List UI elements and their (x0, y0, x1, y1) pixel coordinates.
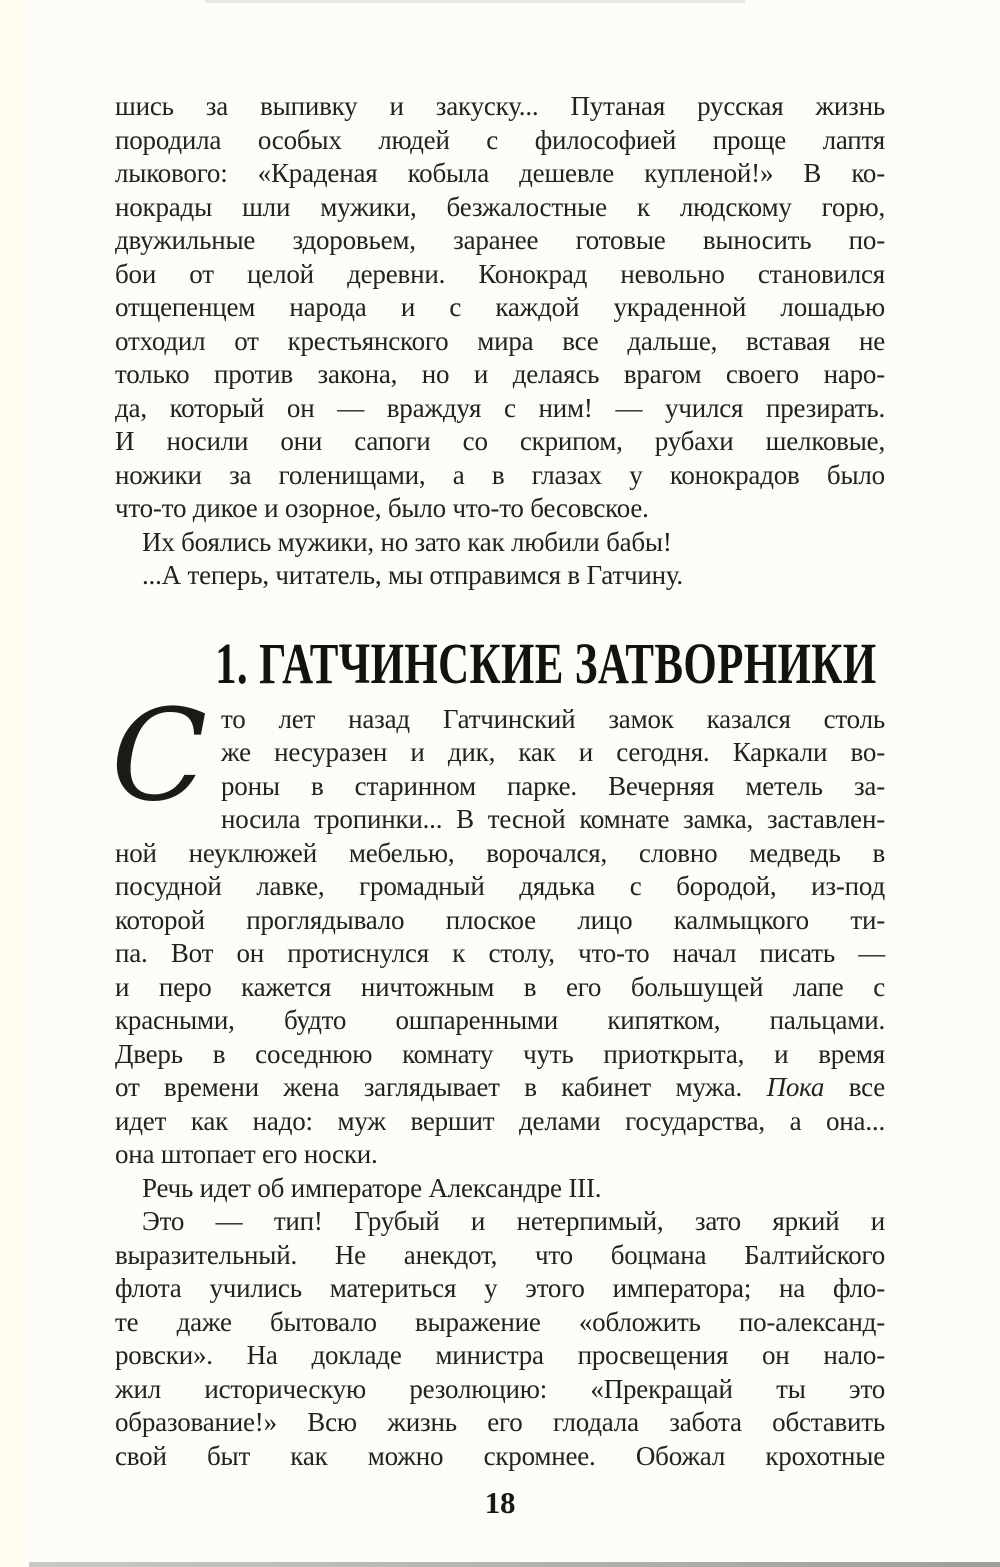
paragraph (115, 559, 885, 593)
text-line: от времени жена заглядывает в кабинет мужа. Пока все (115, 1072, 885, 1102)
text-line: ной неуклюжей мебелью, ворочался, словно медведь в (115, 837, 885, 868)
text-line: па. Вот он протиснулся к столу, что-то начал писать — (115, 938, 885, 968)
text-line: жил историческую резолюцию: «Прекращай ты это (115, 1373, 885, 1404)
text-line: роны в старинном парке. Вечерняя метель за- (221, 770, 885, 801)
text-line: что-то дикое и озорное, было что-то бесовское. (115, 493, 649, 523)
paragraph (115, 1205, 885, 1473)
text-line: свой быт как можно скромнее. Обожал крохотные (115, 1440, 885, 1471)
drop-cap: С (111, 681, 208, 829)
text-line: Речь идет об императоре Александре III. (142, 1172, 602, 1203)
paragraph (115, 90, 885, 526)
scan-artifact-top (205, 0, 745, 3)
text-line: отходил от крестьянского мира все дальше, вставая не (115, 325, 885, 356)
text-line: нокрады шли мужики, безжалостные к людскому горю, (115, 191, 885, 222)
text-line: лыкового: «Краденая кобыла дешевле купленой!» В ко- (115, 158, 885, 188)
paragraph (115, 526, 885, 560)
paragraph (111, 681, 885, 1172)
text-line: шись за выпивку и закуску... Путаная русская жизнь (115, 91, 885, 121)
text-line: бои от целой деревни. Конокрад невольно становился (115, 258, 885, 289)
text-line: ровски». На докладе министра просвещения он нало- (115, 1340, 885, 1370)
text-line: флота учились материться у этого императора; на фло- (115, 1273, 885, 1303)
text-line: Это — тип! Грубый и нетерпимый, зато яркий и (142, 1206, 885, 1236)
text-line: двужильные здоровьем, заранее готовые выносить по- (115, 225, 885, 255)
text-column (111, 90, 885, 1520)
text-line: И носили они сапоги со скрипом, рубахи шелковые, (115, 426, 885, 456)
text-line: красными, будто ошпаренными кипятком, пальцами. (115, 1005, 885, 1035)
text-line: Дверь в соседнюю комнату чуть приоткрыта, и время (115, 1038, 885, 1069)
text-line: только против закона, но и делаясь врагом своего наро- (115, 359, 885, 389)
chapter-heading: 1. ГАТЧИНСКИЕ ЗАТВОРНИКИ (215, 630, 877, 696)
text-line: породила особых людей с философией проще лаптя (115, 124, 885, 155)
page-number: 18 (484, 1485, 516, 1520)
text-line: и перо кажется ничтожным в его большущей лапе с (115, 971, 885, 1002)
text-line: она штопает его носки. (115, 1139, 378, 1169)
text-line: да, который он — враждуя с ним! — учился презирать. (115, 392, 885, 423)
text-line: же несуразен и дик, как и сегодня. Каркали во- (221, 737, 885, 767)
text-line: Их боялись мужики, но зато как любили бабы! (142, 526, 672, 557)
text-line: выразительный. Не анекдот, что боцмана Балтийского (115, 1239, 885, 1270)
text-line: отщепенцем народа и с каждой украденной лошадью (115, 292, 885, 322)
text-line: носила тропинки... В тесной комнате замка, заставлен- (221, 804, 885, 834)
text-line: идет как надо: муж вершит делами государства, а она... (115, 1105, 885, 1136)
text-line: посудной лавке, громадный дядька с бородой, из-под (115, 871, 885, 901)
text-line: образование!» Всю жизнь его глодала забота обставить (115, 1407, 885, 1437)
paragraph (115, 1172, 885, 1206)
text-line: которой проглядывало плоское лицо калмыцкого ти- (115, 904, 885, 935)
text-line: ножики за голенищами, а в глазах у конокрадов было (115, 459, 885, 490)
scan-artifact-bottom (29, 1562, 1000, 1567)
scan-edge-left (0, 0, 27, 1567)
text-before-heading (115, 90, 885, 593)
text-line: те даже бытовало выражение «обложить по-александ- (115, 1306, 885, 1337)
text-line: ...А теперь, читатель, мы отправимся в Гатчину. (142, 560, 683, 590)
text-after-heading (111, 681, 885, 1474)
text-line: то лет назад Гатчинский замок казался столь (221, 703, 885, 734)
